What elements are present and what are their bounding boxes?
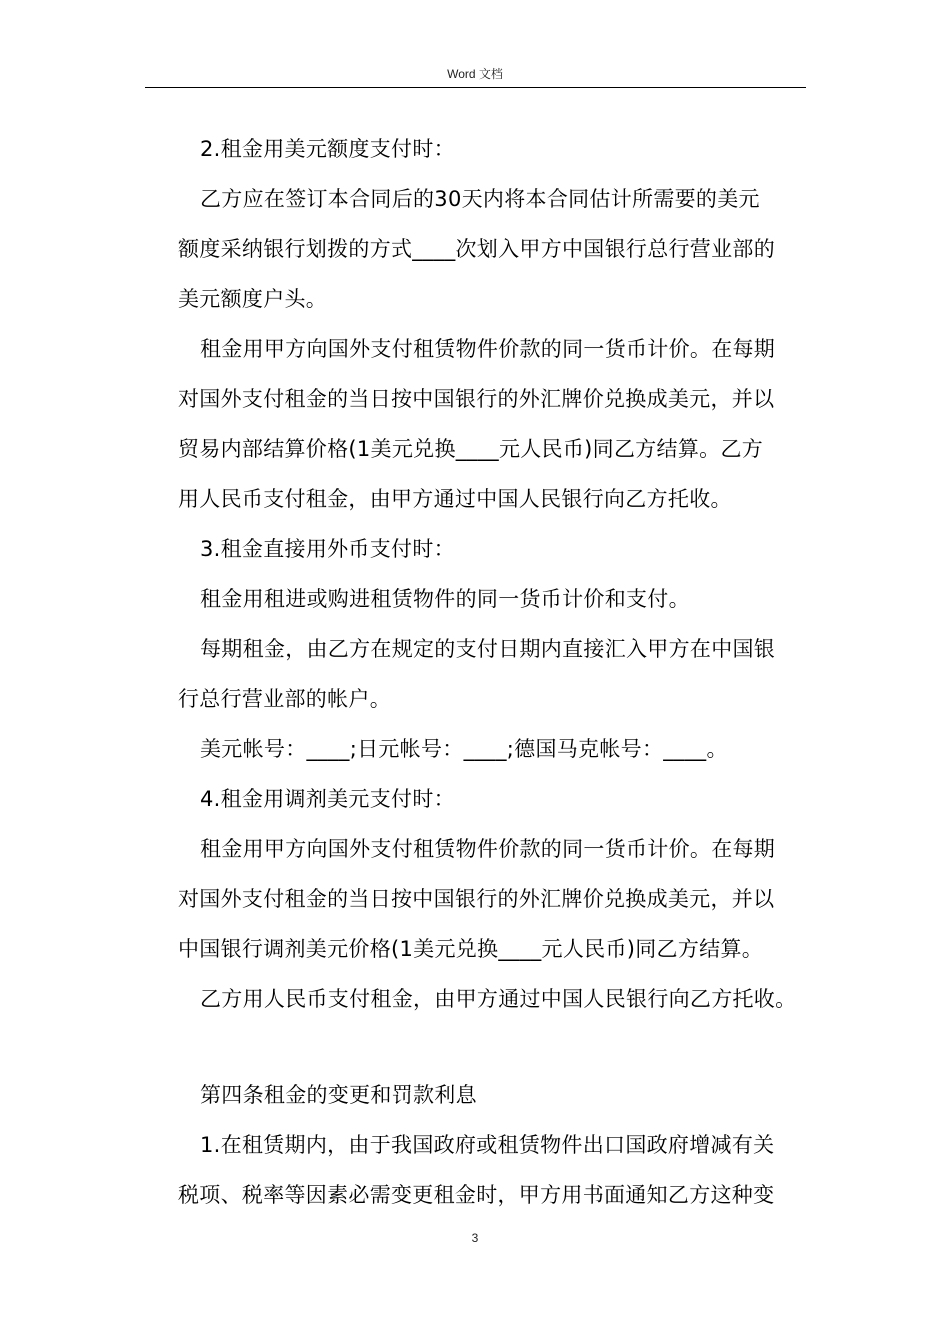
paragraph-line: 4.租金用调剂美元支付时： [200, 787, 455, 811]
paragraph-line: 税项、税率等因素必需变更租金时，甲方用书面通知乙方这种变 [178, 1183, 775, 1207]
paragraph-line: 1.在租赁期内，由于我国政府或租赁物件出口国政府增减有关 [200, 1133, 775, 1157]
header-divider [145, 87, 806, 88]
section-heading: 第四条租金的变更和罚款利息 [200, 1083, 477, 1107]
paragraph-line: 对国外支付租金的当日按中国银行的外汇牌价兑换成美元，并以 [178, 887, 775, 911]
paragraph-line: 乙方应在签订本合同后的30天内将本合同估计所需要的美元 [200, 187, 760, 211]
page-number: 3 [471, 1231, 479, 1245]
paragraph-line: 贸易内部结算价格(1美元兑换____元人民币)同乙方结算。乙方 [178, 437, 764, 461]
paragraph-line: 额度采纳银行划拨的方式____次划入甲方中国银行总行营业部的 [178, 237, 775, 261]
paragraph-line: 租金用甲方向国外支付租赁物件价款的同一货币计价。在每期 [200, 837, 776, 861]
paragraph-line: 中国银行调剂美元价格(1美元兑换____元人民币)同乙方结算。 [178, 937, 764, 961]
page-header-title: Word 文档 [447, 67, 503, 81]
paragraph-line: 用人民币支付租金，由甲方通过中国人民银行向乙方托收。 [178, 487, 732, 511]
paragraph-line: 每期租金，由乙方在规定的支付日期内直接汇入甲方在中国银 [200, 637, 776, 661]
paragraph-line: 租金用甲方向国外支付租赁物件价款的同一货币计价。在每期 [200, 337, 776, 361]
paragraph-line: 行总行营业部的帐户。 [178, 687, 391, 711]
paragraph-line: 乙方用人民币支付租金，由甲方通过中国人民银行向乙方托收。 [200, 987, 797, 1011]
paragraph-line: 2.租金用美元额度支付时： [200, 137, 455, 161]
paragraph-line: 租金用租进或购进租赁物件的同一货币计价和支付。 [200, 587, 690, 611]
paragraph-line: 3.租金直接用外币支付时： [200, 537, 455, 561]
paragraph-line: 美元额度户头。 [178, 287, 328, 311]
paragraph-line: 美元帐号：____;日元帐号：____;德国马克帐号：____。 [200, 737, 728, 761]
paragraph-line: 对国外支付租金的当日按中国银行的外汇牌价兑换成美元，并以 [178, 387, 775, 411]
